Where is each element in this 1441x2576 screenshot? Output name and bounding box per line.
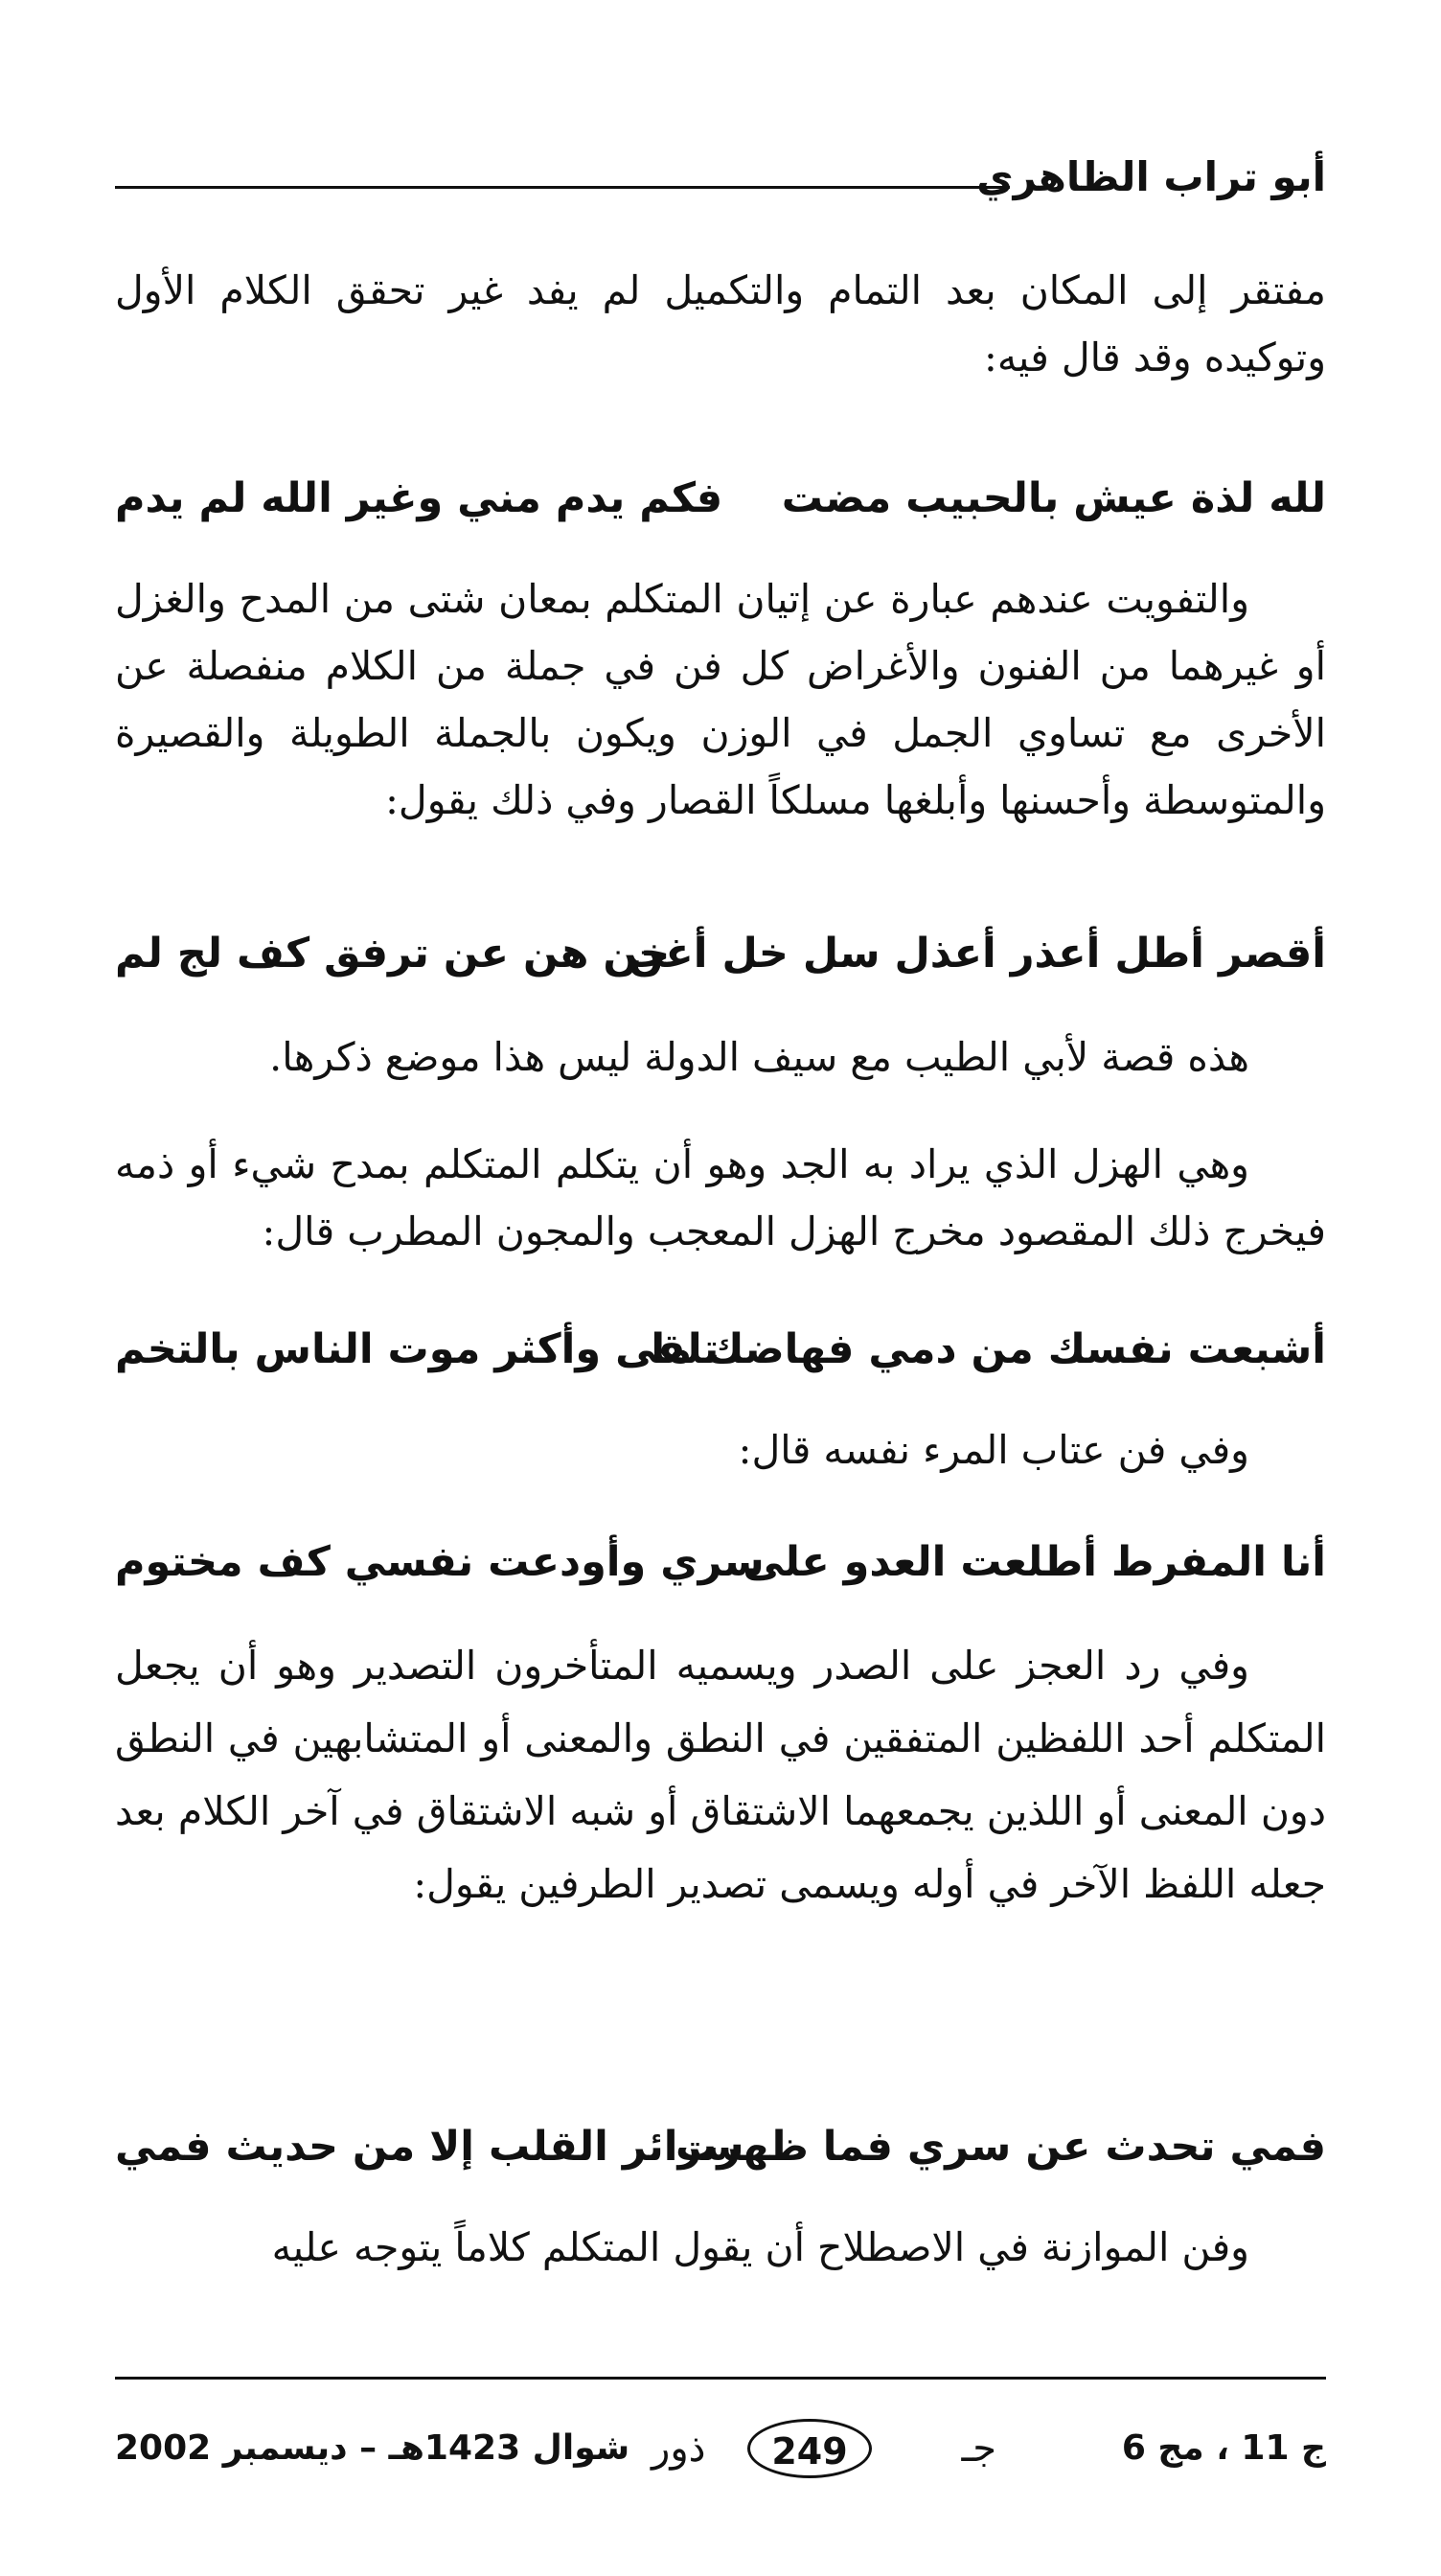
header-rule bbox=[115, 186, 1010, 189]
verse-2 bbox=[115, 915, 1326, 992]
running-header bbox=[115, 144, 1326, 211]
paragraph-4: وهي الهزل الذي يراد به الجد وهو أن يتكلم المتكلم بمدح شيء أو ذمه فيخرج ذلك المقصود مخرج الهزل المعجب والمجون المطرب قال: bbox=[115, 1141, 1326, 1254]
verse-4-first-hemistich: أنا المفرط أطلعت العدو على bbox=[743, 1538, 1326, 1586]
page-footer bbox=[115, 2415, 1326, 2492]
footer-date: شوال 1423هـ – ديسمبر 2002 bbox=[115, 2428, 630, 2468]
verse-2-second-hemistich: خن هن عن ترفق كف لج لم bbox=[115, 930, 671, 978]
verse-3 bbox=[115, 1311, 1326, 1388]
header-author: أبو تراب الظاهري bbox=[976, 153, 1326, 200]
paragraph-7: وفن الموازنة في الاصطلاح أن يقول المتكلم كلاماً يتوجه عليه bbox=[271, 2224, 1249, 2270]
verse-3-second-hemistich: تلقى وأكثر موت الناس بالتخم bbox=[115, 1325, 720, 1373]
verse-3-first-hemistich: أشبعت نفسك من دمي فهاضك ما bbox=[651, 1325, 1326, 1373]
magazine-logo bbox=[652, 2415, 996, 2492]
verse-1-first-hemistich: لله لذة عيش بالحبيب مضت bbox=[781, 474, 1326, 522]
paragraph-5: وفي فن عتاب المرء نفسه قال: bbox=[738, 1427, 1249, 1473]
verse-5 bbox=[115, 2108, 1326, 2185]
verse-5-first-hemistich: فمي تحدث عن سري فما ظهرت bbox=[675, 2123, 1326, 2171]
footer-volume: ج 11 ، مج 6 bbox=[1121, 2428, 1326, 2468]
verse-4-second-hemistich: سري وأودعت نفسي كف مختوم bbox=[115, 1538, 765, 1586]
verse-1 bbox=[115, 460, 1326, 537]
magazine-name-start: جـ bbox=[961, 2426, 996, 2471]
page-number: 249 bbox=[747, 2419, 872, 2478]
verse-4 bbox=[115, 1524, 1326, 1600]
paragraph-6: وفي رد العجز على الصدر ويسميه المتأخرون التصدير وهو أن يجعل المتكلم أحد اللفظين المتفقين في النطق والمعنى أو المتشابهين في النطق دون المعنى أو اللذين يجمعهما الاشتقاق أو شبه الاشتقاق في آخر الكلام بعد جعله اللفظ الآخر في أوله ويسمى تصدير الطرفين يقول: bbox=[115, 1643, 1326, 1907]
verse-2-first-hemistich: أقصر أطل أعذر أعذل سل خل أغن bbox=[628, 930, 1326, 978]
paragraph-1: مفتقر إلى المكان بعد التمام والتكميل لم يفد غير تحقق الكلام الأول وتوكيده وقد قال فيه: bbox=[115, 267, 1326, 380]
paragraph-2: والتفويت عندهم عبارة عن إتيان المتكلم بمعان شتى من المدح والغزل أو غيرهما من الفنون والأغراض كل فن في جملة من الكلام منفصلة عن الأخرى مع تساوي الجمل في الوزن ويكون بالجملة الطويلة والقصيرة والمتوسطة وأحسنها وأبلغها مسلكاً القصار وفي ذلك يقول: bbox=[115, 576, 1326, 823]
footer-rule bbox=[115, 2377, 1326, 2380]
verse-5-second-hemistich: سرائر القلب إلا من حديث فمي bbox=[115, 2123, 744, 2171]
magazine-name-end: ذور bbox=[652, 2426, 706, 2471]
paragraph-3: هذه قصة لأبي الطيب مع سيف الدولة ليس هذا موضع ذكرها. bbox=[269, 1034, 1249, 1080]
verse-1-second-hemistich: فكم يدم مني وغير الله لم يدم bbox=[115, 474, 723, 522]
